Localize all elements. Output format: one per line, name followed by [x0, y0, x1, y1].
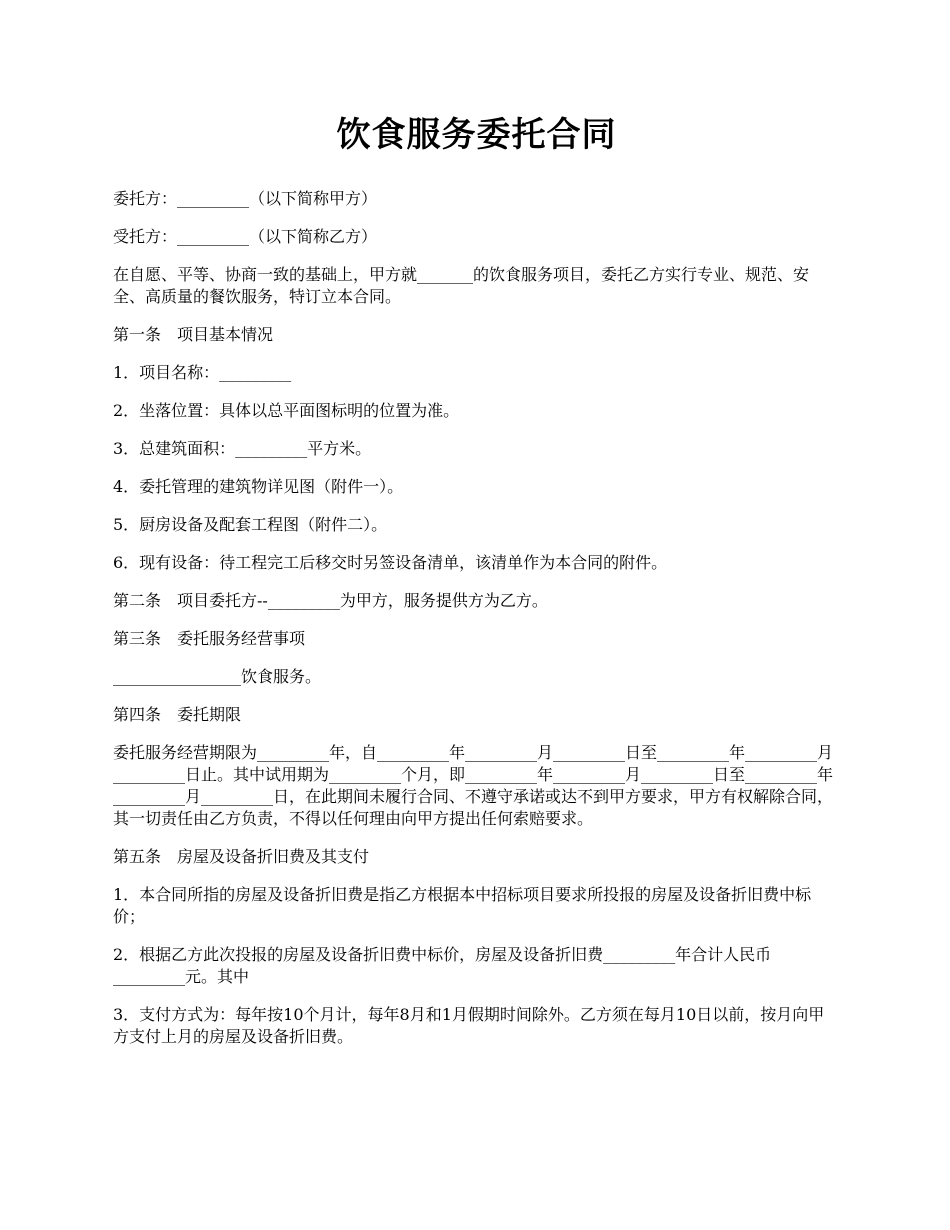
- article-3-heading: 第三条 委托服务经营事项: [113, 629, 306, 648]
- article-1-item-4: 4．委托管理的建筑物详见图（附件一）。: [113, 477, 404, 496]
- article-3-body: ________________饮食服务。: [113, 667, 322, 686]
- document-title: 饮食服务委托合同: [336, 115, 617, 155]
- paragraph-client: 委托方：_________（以下简称甲方）: [113, 189, 378, 208]
- article-1-item-5: 5．厨房设备及配套工程图（附件二）。: [113, 515, 388, 534]
- article-5-item-3: 3．支付方式为：每年按10个月计，每年8月和1月假期时间除外。乙方须在每月10日以前，按月向甲方支付上月的房屋及设备折旧费。: [113, 1005, 825, 1046]
- article-2-heading: 第二条 项目委托方--_________为甲方，服务提供方为乙方。: [113, 591, 548, 610]
- article-5-item-2: 2．根据乙方此次投报的房屋及设备折旧费中标价，房屋及设备折旧费_________年合计人民币_________元。其中: [113, 945, 772, 986]
- article-1-item-6: 6．现有设备：待工程完工后移交时另签设备清单，该清单作为本合同的附件。: [113, 553, 668, 572]
- paragraph-preamble: 在自愿、平等、协商一致的基础上，甲方就_______的饮食服务项目，委托乙方实行专业、规范、安全、高质量的餐饮服务，特订立本合同。: [113, 265, 810, 306]
- paragraph-contractor: 受托方：_________（以下简称乙方）: [113, 227, 378, 246]
- article-1-item-1: 1．项目名称：_________: [113, 363, 292, 382]
- article-5-heading: 第五条 房屋及设备折旧费及其支付: [113, 847, 370, 866]
- article-1-item-2: 2．坐落位置：具体以总平面图标明的位置为准。: [113, 401, 460, 420]
- article-1-item-3: 3．总建筑面积：_________平方米。: [113, 439, 372, 458]
- article-1-heading: 第一条 项目基本情况: [113, 325, 274, 344]
- article-4-body: 委托服务经营期限为_________年，自_________年_________月_________日至_________年_________月_________日止。其中试用期为_________个月，即_________年_________月_________日至_________年_________月_________日，在此期间未履行合同、不遵守承诺或达不到甲方要求，甲方有权解除合同，其一切责任由乙方负责，不得以任何理由向甲方提出任何索赔要求。: [113, 743, 834, 828]
- article-5-item-1: 1．本合同所指的房屋及设备折旧费是指乙方根据本中招标项目要求所投报的房屋及设备折旧费中标价；: [113, 885, 812, 926]
- article-4-heading: 第四条 委托期限: [113, 705, 242, 724]
- document-page: [113, 110, 840, 1064]
